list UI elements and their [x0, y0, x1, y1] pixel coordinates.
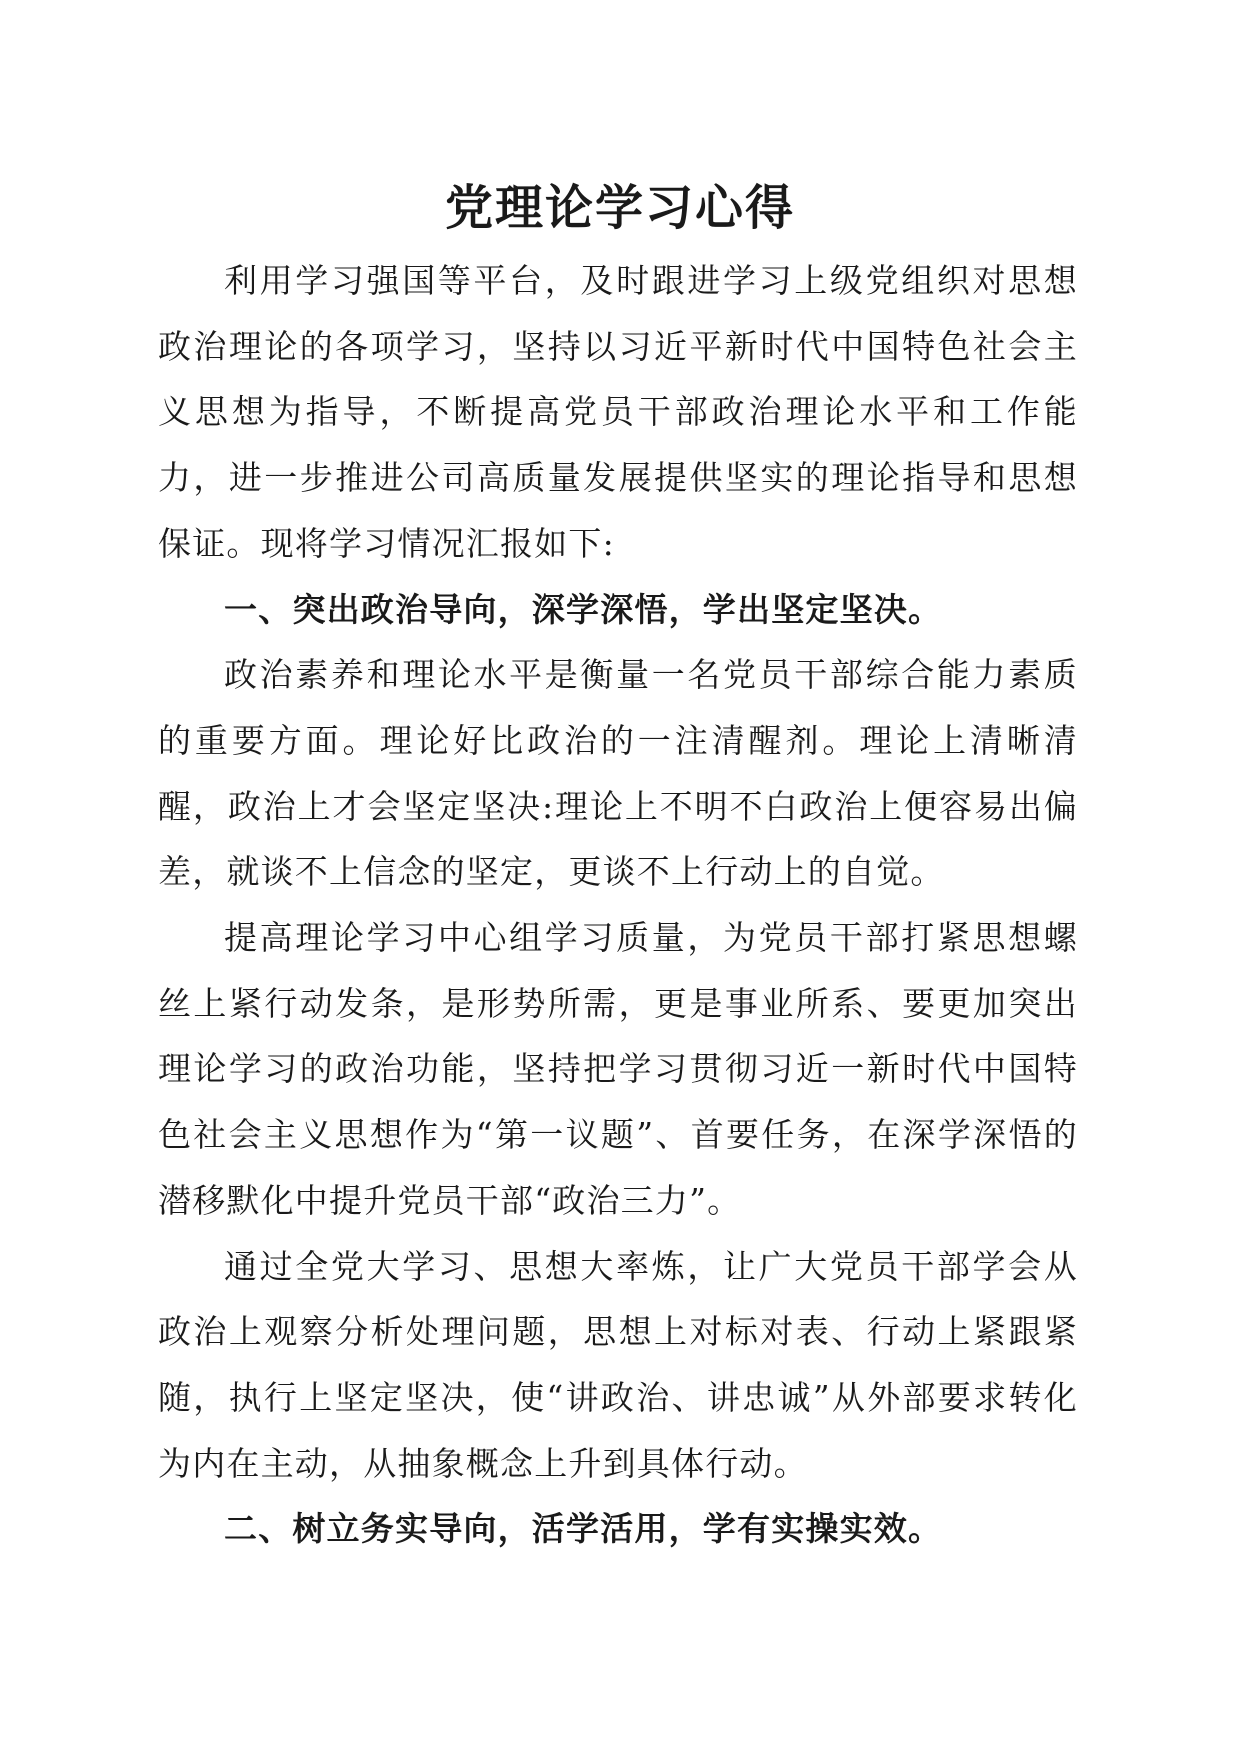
document-title: 党理论学习心得 [444, 180, 795, 236]
paragraph-political-quality: 政治素养和理论水平是衡量一名党员干部综合能力素质的重要方面。理论好比政治的一注清醒剂。理论上清晰清醒，政治上才会坚定坚决:理论上不明不白政治上便容易出偏差，就谈不上信念的坚定，更谈不上行动上的自觉。 [158, 655, 1078, 892]
paragraph-party-study: 通过全党大学习、思想大率炼，让广大党员干部学会从政治上观察分析处理问题，思想上对标对表、行动上紧跟紧随，执行上坚定坚决，使“讲政治、讲忠诚”从外部要求转化为内在主动，从抽象概念上升到具体行动。 [158, 1246, 1078, 1483]
paragraph-intro: 利用学习强国等平台，及时跟进学习上级党组织对思想政治理论的各项学习，坚持以习近平新时代中国特色社会主义思想为指导，不断提高党员干部政治理论水平和工作能力，进一步推进公司高质量发展提供坚实的理论指导和思想保证。现将学习情况汇报如下: [158, 261, 1078, 563]
section-heading-1: 一、突出政治导向，深学深悟，学出坚定坚决。 [224, 589, 943, 629]
document-body [158, 248, 1078, 1562]
paragraph-study-quality: 提高理论学习中心组学习质量，为党员干部打紧思想螺丝上紧行动发条，是形势所需，更是事业所系、要更加突出理论学习的政治功能，坚持把学习贯彻习近一新时代中国特色社会主义思想作为“第一议题”、首要任务，在深学深悟的潜移默化中提升党员干部“政治三力”。 [158, 918, 1078, 1220]
section-heading-2: 二、树立务实导向，活学活用，学有实操实效。 [224, 1509, 943, 1549]
